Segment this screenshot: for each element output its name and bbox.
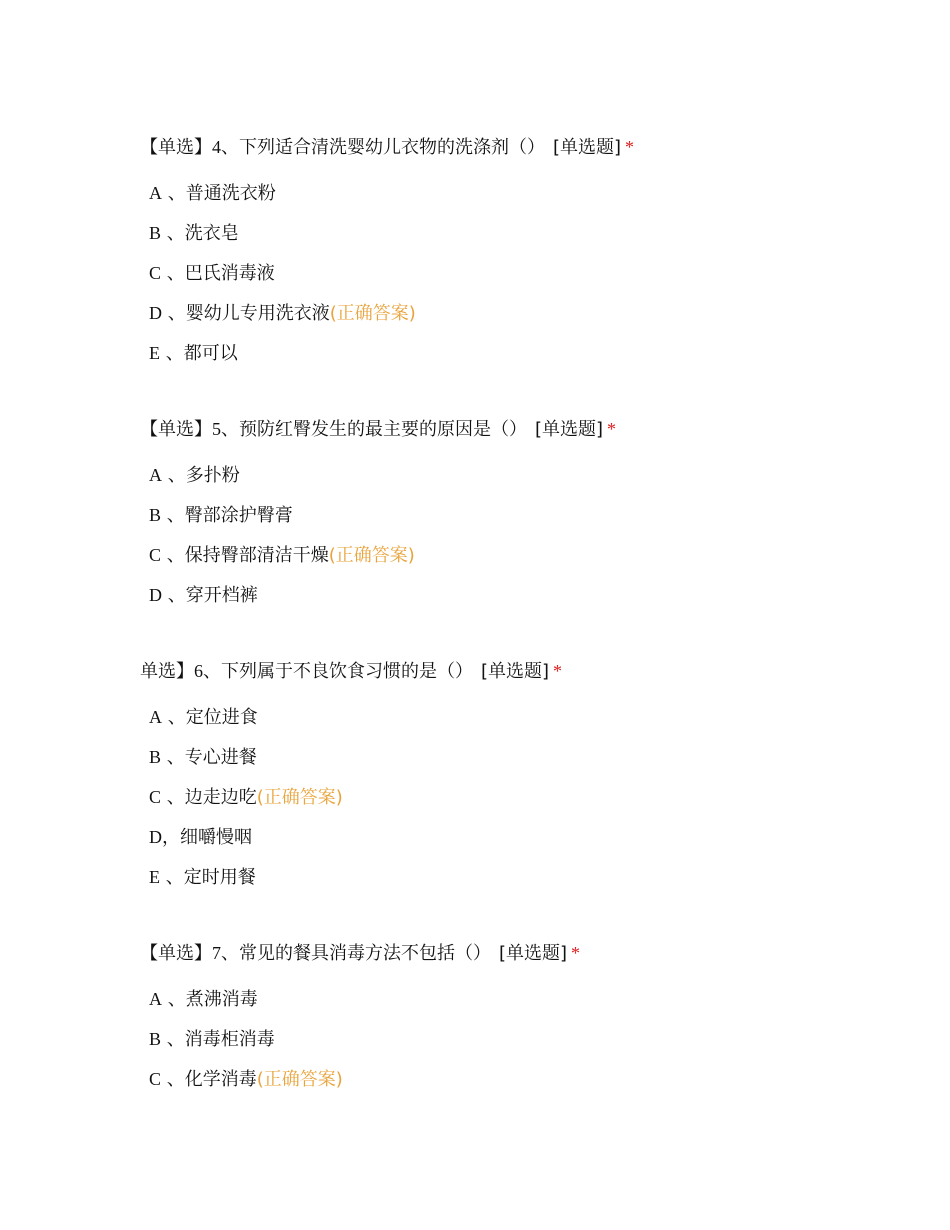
option-separator: 、 [162,707,186,728]
option-list [140,705,900,905]
correct-answer-label: (正确答案) [256,1069,343,1090]
question-type-tag: [单选题] [553,137,622,158]
question-number: 7 [212,943,221,963]
option-a[interactable] [140,705,900,745]
option-letter: A [149,989,162,1009]
option-b[interactable] [140,221,900,261]
option-separator: 、 [161,1029,185,1050]
option-separator: 、 [161,263,185,284]
option-text: 定位进食 [185,707,258,728]
option-letter: D [149,303,162,323]
question-title [140,941,900,965]
option-text: 保持臀部清洁干燥 [184,545,329,566]
option-a[interactable] [140,987,900,1027]
option-c[interactable] [140,1067,900,1107]
question-text: 、预防红臀发生的最主要的原因是（） [221,419,527,440]
option-separator: 、 [160,343,184,364]
option-text: 臀部涂护臀膏 [184,505,293,526]
option-c[interactable] [140,261,900,301]
option-separator: 、 [162,465,186,486]
correct-answer-label: (正确答案) [329,303,416,324]
required-mark: * [571,943,581,963]
correct-answer-label: (正确答案) [328,545,415,566]
option-separator: 、 [161,1069,185,1090]
question-type-tag: [单选题] [535,419,604,440]
option-letter: A [149,707,162,727]
question-text: 、下列属于不良饮食习惯的是（） [203,661,473,682]
option-letter: A [149,183,162,203]
question-prefix: 单选】 [140,661,194,682]
question-text: 、下列适合清洗婴幼儿衣物的洗涤剂（） [221,137,545,158]
question-title [140,417,900,441]
option-text: 婴幼儿专用洗衣液 [185,303,330,324]
option-b[interactable] [140,503,900,543]
option-e[interactable] [140,341,900,381]
option-text: 洗衣皂 [184,223,239,244]
question-text: 、常见的餐具消毒方法不包括（） [221,943,491,964]
option-letter: B [149,505,162,525]
option-a[interactable] [140,181,900,221]
question-6 [140,659,900,905]
option-separator: 、 [161,787,185,808]
option-text: 消毒柜消毒 [184,1029,275,1050]
required-mark: * [553,661,563,681]
option-list [140,987,900,1107]
option-text: 化学消毒 [184,1069,257,1090]
option-b[interactable] [140,1027,900,1067]
option-letter: B [149,747,162,767]
option-letter: A [149,465,162,485]
option-letter: D [149,585,162,605]
option-separator: 、 [162,303,186,324]
option-letter: D [149,827,162,847]
question-7 [140,941,900,1107]
option-separator: ， [162,827,180,848]
option-d[interactable] [140,825,900,865]
option-separator: 、 [162,183,186,204]
option-letter: C [149,545,162,565]
option-d[interactable] [140,301,900,341]
option-letter: B [149,1029,162,1049]
question-4 [140,135,900,381]
question-type-tag: [单选题] [481,661,550,682]
question-prefix: 【单选】 [140,943,212,964]
option-letter: C [149,1069,162,1089]
question-number: 5 [212,419,221,439]
option-separator: 、 [162,989,186,1010]
option-text: 煮沸消毒 [185,989,258,1010]
option-letter: C [149,787,162,807]
option-text: 普通洗衣粉 [185,183,276,204]
option-c[interactable] [140,543,900,583]
option-text: 边走边吃 [184,787,257,808]
option-separator: 、 [161,223,185,244]
option-d[interactable] [140,583,900,623]
option-text: 巴氏消毒液 [184,263,275,284]
question-title [140,659,900,683]
option-b[interactable] [140,745,900,785]
question-prefix: 【单选】 [140,137,212,158]
option-text: 穿开档裤 [185,585,258,606]
option-text: 细嚼慢咽 [180,827,252,848]
question-prefix: 【单选】 [140,419,212,440]
option-separator: 、 [162,585,186,606]
option-letter: B [149,223,162,243]
option-text: 多扑粉 [185,465,240,486]
option-separator: 、 [161,545,185,566]
question-number: 4 [212,137,221,157]
option-letter: E [149,343,160,363]
option-letter: E [149,867,160,887]
option-text: 都可以 [183,343,238,364]
correct-answer-label: (正确答案) [256,787,343,808]
option-text: 专心进餐 [184,747,257,768]
required-mark: * [625,137,635,157]
required-mark: * [607,419,617,439]
option-letter: C [149,263,162,283]
option-separator: 、 [160,867,184,888]
question-type-tag: [单选题] [499,943,568,964]
option-separator: 、 [161,505,185,526]
option-list [140,181,900,381]
option-text: 定时用餐 [183,867,256,888]
question-title [140,135,900,159]
question-5 [140,417,900,623]
option-c[interactable] [140,785,900,825]
option-e[interactable] [140,865,900,905]
option-list [140,463,900,623]
option-a[interactable] [140,463,900,503]
option-separator: 、 [161,747,185,768]
question-number: 6 [194,661,203,681]
